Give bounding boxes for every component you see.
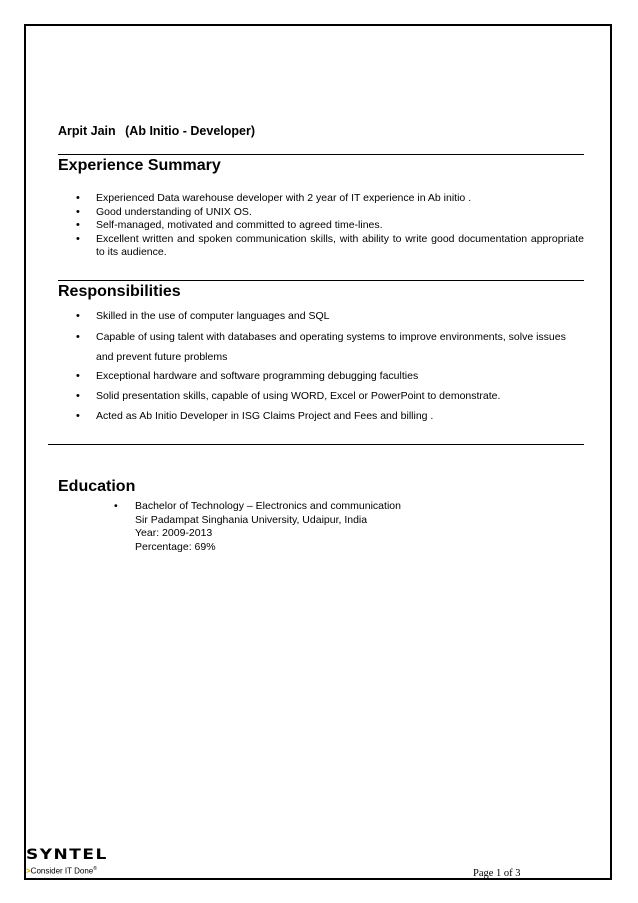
logo-wordmark: SYNTEL: [26, 846, 108, 864]
list-item: • Solid presentation skills, capable of using WORD, Excel or PowerPoint to demonstrate.: [58, 390, 584, 404]
divider-responsibilities: [48, 444, 584, 445]
list-item: • Acted as Ab Initio Developer in ISG Claims Project and Fees and billing .: [58, 410, 584, 424]
list-item: • Exceptional hardware and software programming debugging faculties: [58, 370, 584, 384]
divider-experience: [58, 280, 584, 281]
education-percentage: Percentage: 69%: [135, 540, 216, 553]
chevron-right-icon: >: [26, 866, 31, 876]
syntel-logo: [26, 848, 126, 880]
trademark-mark: ®: [93, 866, 97, 872]
bullet-icon: •: [114, 500, 118, 512]
list-item: • Self-managed, motivated and committed to agreed time-lines.: [58, 219, 584, 233]
education-year: Year: 2009-2013: [135, 527, 213, 539]
experience-summary-heading: Experience Summary: [58, 157, 221, 174]
responsibilities-list: [58, 310, 584, 424]
experience-list: [58, 192, 584, 260]
logo-tagline: [26, 864, 126, 877]
list-item: • Capable of using talent with databases and operating systems to improve environments, solve issues and prevent future problems: [58, 327, 584, 367]
list-item: • Good understanding of UNIX OS.: [58, 206, 584, 220]
responsibilities-heading: Responsibilities: [58, 283, 181, 300]
candidate-header: [58, 124, 255, 138]
list-item: • Skilled in the use of computer languages and SQL: [58, 310, 584, 324]
page-border: [24, 24, 612, 880]
education-university: Sir Padampat Singhania University, Udaipur, India: [135, 513, 368, 526]
candidate-role: (Ab Initio - Developer): [125, 124, 256, 138]
page-number: Page 1 of 3: [473, 868, 521, 879]
education-degree: Bachelor of Technology – Electronics and communication: [135, 500, 401, 512]
divider-top: [58, 154, 584, 155]
candidate-name: Arpit Jain: [58, 124, 116, 138]
list-item: • Experienced Data warehouse developer with 2 year of IT experience in Ab initio .: [58, 192, 584, 206]
education-entry: [114, 500, 401, 554]
education-heading: Education: [58, 478, 136, 495]
list-item: • Excellent written and spoken communication skills, with ability to write good documentation appropriate to its audience.: [58, 233, 584, 260]
tagline-text: Consider IT Done: [30, 866, 94, 876]
